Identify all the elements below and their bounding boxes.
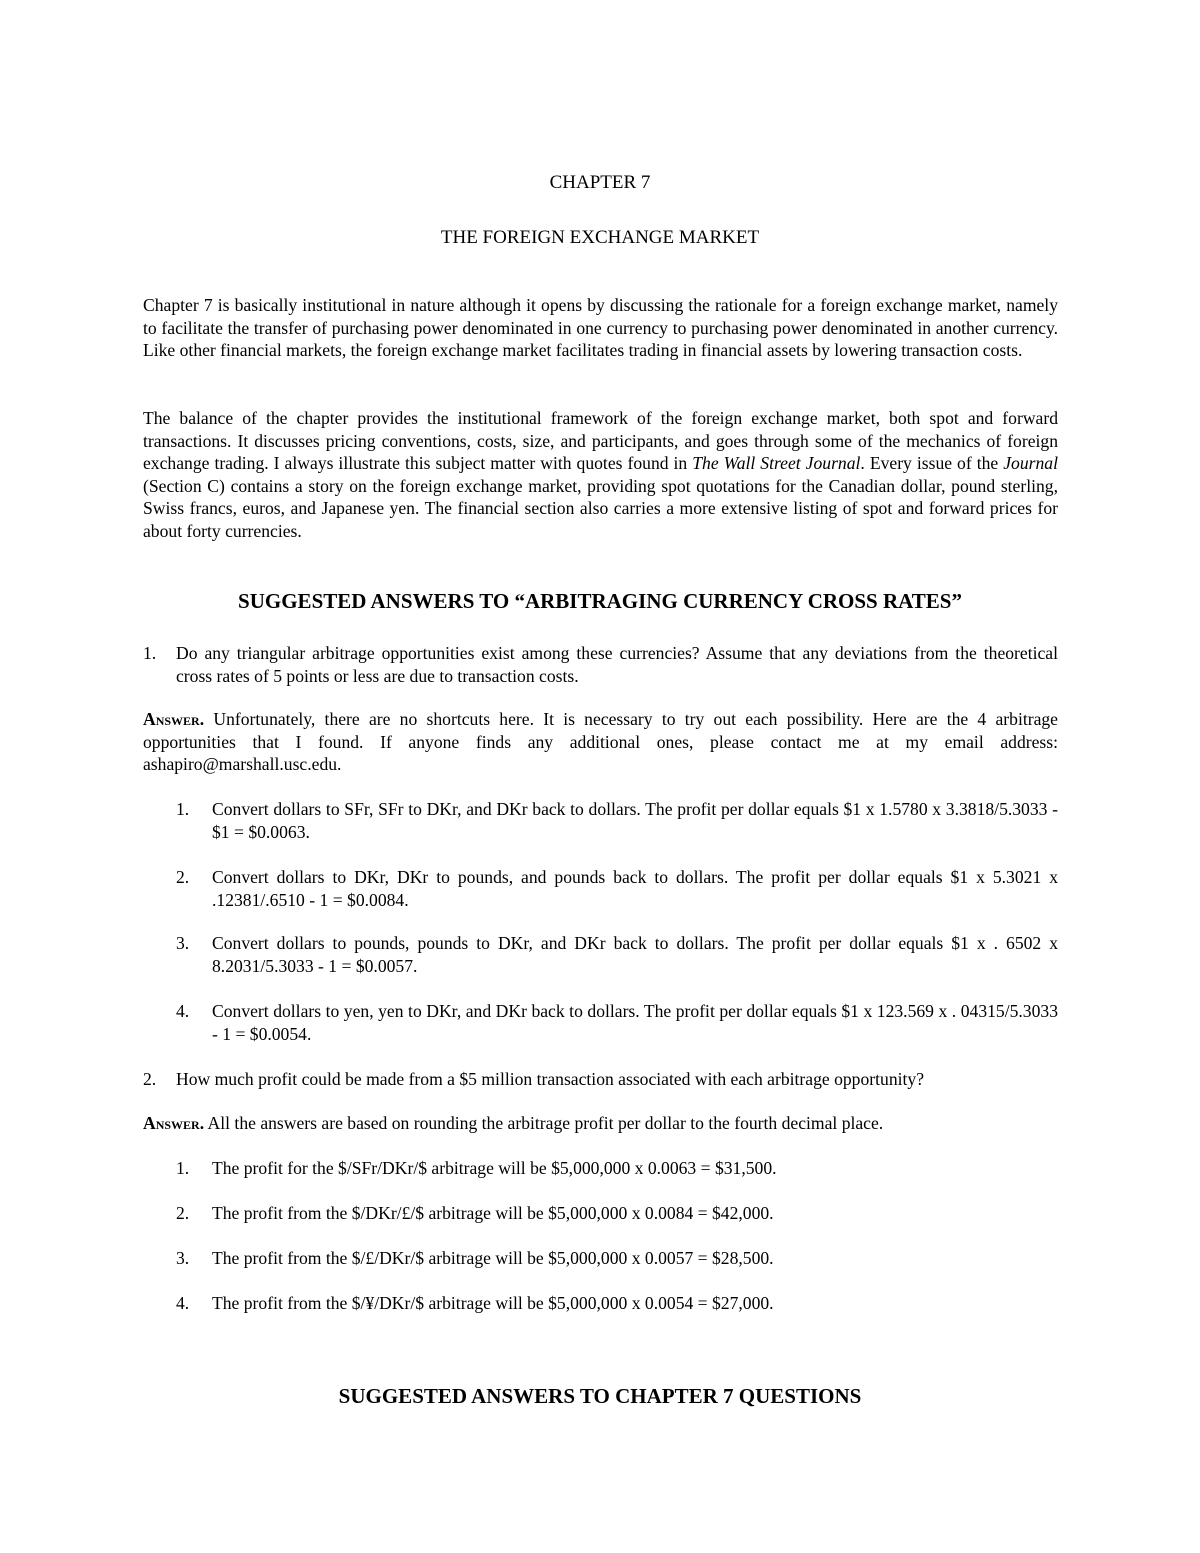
item-number: 4. xyxy=(176,1001,190,1021)
answer2-item-1 xyxy=(176,1157,1058,1180)
second-paragraph-part1: The balance of the chapter provides the institutional framework of the foreign exchange market, both spot and forward transactions. It discusses pricing conventions, costs, size, and participants, and goes through some of the mechanics of foreign exchange trading. I always illustrate this subject matter with quotes found in xyxy=(143,408,1058,473)
item-number: 1. xyxy=(176,799,190,819)
item-text: Convert dollars to DKr, DKr to pounds, and pounds back to dollars. The profit per dollar equals $1 x 5.3021 x .12381/.6510 - 1 = $0.0084. xyxy=(212,867,1058,910)
answer-text: All the answers are based on rounding the arbitrage profit per dollar to the fourth decimal place. xyxy=(204,1113,884,1133)
answer2-item-4 xyxy=(176,1292,1058,1315)
item-text: The profit from the $/DKr/£/$ arbitrage will be $5,000,000 x 0.0084 = $42,000. xyxy=(212,1203,774,1223)
item-number: 2. xyxy=(176,867,190,887)
wsj-title: The Wall Street Journal xyxy=(692,453,861,473)
answer1-item-3 xyxy=(176,932,1058,977)
section-heading-chapter-questions: SUGGESTED ANSWERS TO CHAPTER 7 QUESTIONS xyxy=(338,1384,862,1408)
item-number: 4. xyxy=(176,1293,190,1313)
answer1-item-2 xyxy=(176,866,1058,911)
section-heading-cross-rates: SUGGESTED ANSWERS TO “ARBITRAGING CURRENCY CROSS RATES” xyxy=(238,589,962,613)
answer-1 xyxy=(143,708,1058,776)
intro-paragraph: Chapter 7 is basically institutional in nature although it opens by discussing the rationale for a foreign exchange market, namely to facilitate the transfer of purchasing power denominated in one currency to purchasing power denominated in another currency. Like other financial markets, the foreign exchange market facilitates trading in financial assets by lowering transaction costs. xyxy=(143,295,1058,360)
answer-label: Answer. xyxy=(143,1113,205,1133)
item-text: Convert dollars to SFr, SFr to DKr, and DKr back to dollars. The profit per dollar equals $1 x 1.5780 x 3.3818/5.3033 - $1 = $0.0063. xyxy=(212,799,1058,842)
question-1 xyxy=(143,642,1058,687)
answer1-item-1 xyxy=(176,798,1058,843)
question-number: 2. xyxy=(143,1069,157,1089)
answer-2 xyxy=(143,1112,1058,1135)
answer2-item-3 xyxy=(176,1247,1058,1270)
item-text: The profit for the $/SFr/DKr/$ arbitrage will be $5,000,000 x 0.0063 = $31,500. xyxy=(212,1158,777,1178)
item-number: 1. xyxy=(176,1158,190,1178)
answer1-item-4 xyxy=(176,1000,1058,1045)
item-number: 3. xyxy=(176,933,190,953)
answer-label: Answer. xyxy=(143,709,205,729)
answer2-item-2 xyxy=(176,1202,1058,1225)
item-text: Convert dollars to pounds, pounds to DKr, and DKr back to dollars. The profit per dollar equals $1 x . 6502 x 8.2031/5.3033 - 1 = $0.0057. xyxy=(212,933,1058,976)
second-paragraph xyxy=(143,407,1058,542)
answer-text: Unfortunately, there are no shortcuts here. It is necessary to try out each possibility. Here are the 4 arbitrage opportunities that I found. If anyone finds any additional ones, please contact me at my email address: ashapiro@marshall.usc.edu. xyxy=(143,709,1058,774)
journal-title: Journal xyxy=(1003,453,1058,473)
second-paragraph-part2: . Every issue of the xyxy=(860,453,1004,473)
item-text: Convert dollars to yen, yen to DKr, and DKr back to dollars. The profit per dollar equals $1 x 123.569 x . 04315/5.3033 - 1 = $0.0054. xyxy=(212,1001,1058,1044)
item-text: The profit from the $/¥/DKr/$ arbitrage will be $5,000,000 x 0.0054 = $27,000. xyxy=(212,1293,774,1313)
chapter-title: THE FOREIGN EXCHANGE MARKET xyxy=(440,227,760,248)
question-text: How much profit could be made from a $5 million transaction associated with each arbitrage opportunity? xyxy=(176,1069,925,1089)
question-text: Do any triangular arbitrage opportunities exist among these currencies? Assume that any deviations from the theoretical cross rates of 5 points or less are due to transaction costs. xyxy=(176,643,1058,686)
question-number: 1. xyxy=(143,643,157,663)
second-paragraph-part3: (Section C) contains a story on the foreign exchange market, providing spot quotations for the Canadian dollar, pound sterling, Swiss francs, euros, and Japanese yen. The financial section also carries a more extensive listing of spot and forward prices for about forty currencies. xyxy=(143,475,1058,541)
item-number: 3. xyxy=(176,1248,190,1268)
item-number: 2. xyxy=(176,1203,190,1223)
item-text: The profit from the $/£/DKr/$ arbitrage will be $5,000,000 x 0.0057 = $28,500. xyxy=(212,1248,774,1268)
chapter-label: CHAPTER 7 xyxy=(549,172,651,193)
question-2 xyxy=(143,1068,1058,1091)
